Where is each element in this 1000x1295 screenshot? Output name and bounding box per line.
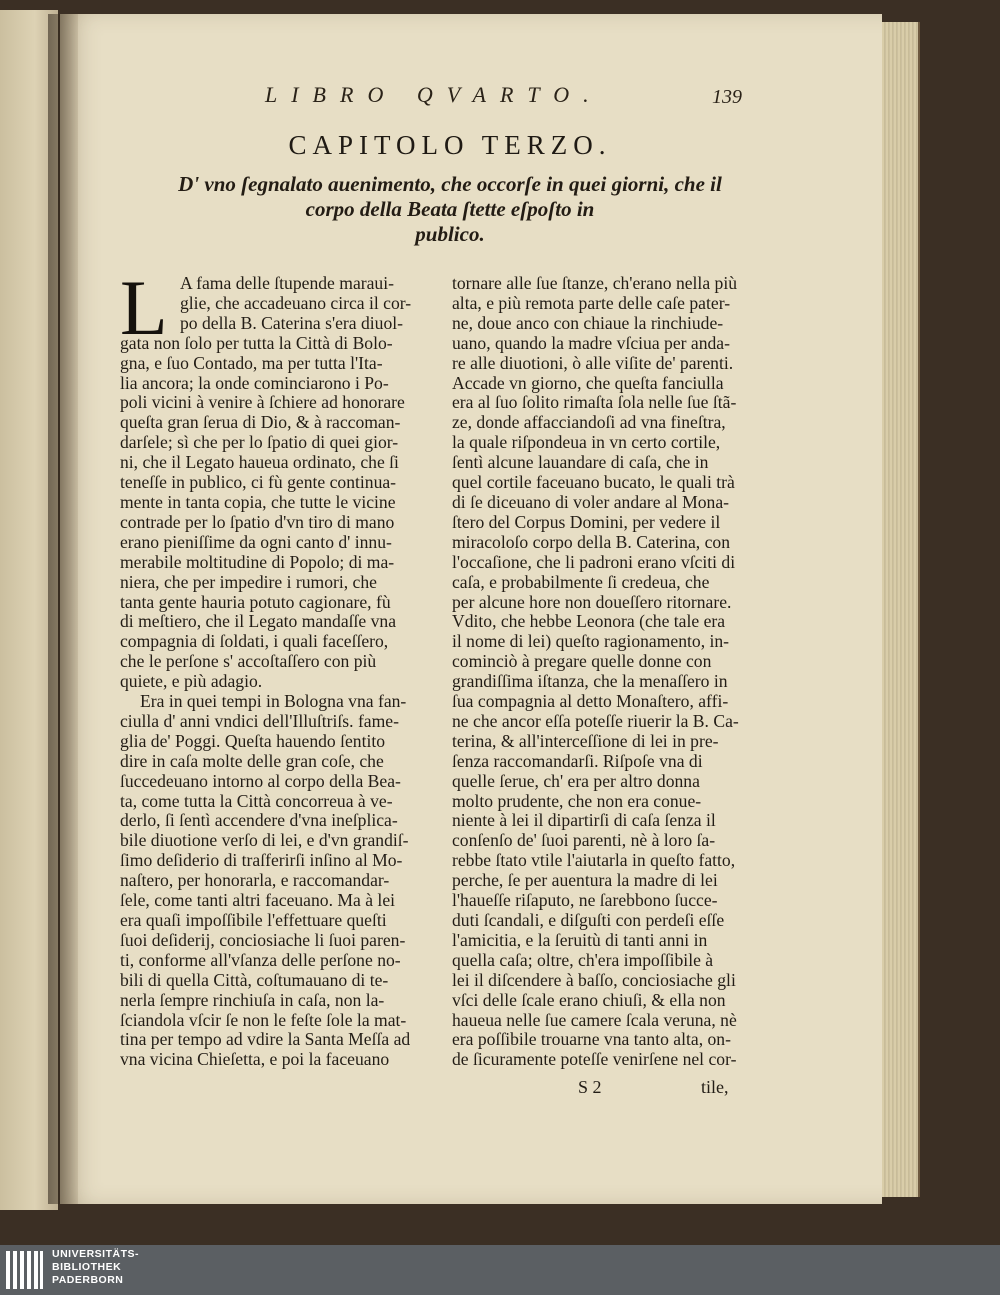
subtitle-line: corpo della Beata ſtette eſpoſto in [305,197,595,221]
text-line: gata non ſolo per tutta la Città di Bolo- [120,332,393,353]
text-line: po della B. Caterina s'era diuol- [180,312,404,333]
text-line: Vdito, che hebbe Leonora (che tale era [452,611,726,632]
text-line: compagnia di ſoldati, i quali faceſſero, [120,631,389,652]
text-line: teneſſe in publico, ci fù gente continua- [120,472,397,493]
text-line: ti, conforme all'vſanza delle perſone no- [120,949,401,970]
text-line: perche, ſe per auentura la madre di lei [452,870,718,891]
library-footer-bar [0,1245,1000,1295]
text-line: ze, donde affacciandoſi ad vna fineſtra, [452,412,726,433]
text-line: duti ſcandali, e diſguſti con perdeſi eſſe [452,910,725,930]
drop-cap: L [120,264,168,351]
library-name-line: PADERBORN [52,1274,124,1286]
text-line: uano, quando la madre vſciua per anda- [452,332,730,353]
text-line: ſtero del Corpus Domini, per vedere il [452,511,721,532]
text-line: tina per tempo ad vdire la Santa Meſſa ad [120,1029,411,1050]
text-line: gna, e ſuo Contado, ma per tutta l'Ita- [120,352,383,373]
text-line: l'haueſſe riſaputo, ne ſarebbono ſucce- [452,890,718,911]
page-number: 139 [712,86,742,108]
subtitle-line: publico. [415,222,485,246]
text-line: lei il diſcendere à baſſo, conciosiache gli [452,969,736,990]
library-name-line: UNIVERSITÄTS- [52,1248,140,1260]
text-line: quiete, e più adagio. [120,671,263,692]
text-line: quella caſa; oltre, ch'era impoſſibile à [452,949,714,970]
text-line: darſele; sì che per lo ſpatio di quei gior- [120,432,399,453]
text-line: glie, che accadeuano circa il cor- [180,292,412,313]
text-line: era al ſuo ſolito rimaſta ſola nelle ſue ſtã- [452,392,737,413]
text-line: glia de' Poggi. Queſta hauendo ſentito [120,730,386,751]
text-line: merabile moltitudine di Popolo; di ma- [120,551,395,572]
text-line: ni, che il Legato haueua ordinato, che ſi [120,452,399,473]
text-line: ta, come tutta la Città concorreua à ve- [120,790,393,811]
text-line: naſtero, per honorarla, e raccomandar- [120,870,390,891]
text-line: dire in caſa molte delle gran coſe, che [120,750,384,771]
text-line: vna vicina Chieſetta, e poi la faceuano [120,1049,390,1070]
text-line: quelle ſerue, ch' era per altro donna [452,770,700,791]
text-line: era poſſibile trouarne vna tanto alta, on- [452,1029,731,1050]
text-line: Era in quei tempi in Bologna vna fan- [140,691,407,712]
text-line: ſentì alcune lauandare di caſa, che in [452,452,709,473]
text-line: tanta gente hauria potuto cagionare, fù [120,591,391,612]
text-line: ſimo deſiderio di traſferirſi inſino al Mo- [120,850,403,871]
text-line: ne, doue anco con chiaue la rinchiude- [452,312,724,333]
text-line: quel cortile faceuano bucato, le quali trà [452,472,735,493]
text-line: niera, che per impedire i rumori, che [120,571,377,592]
text-line: grandiſſima iſtanza, che la menaſſero in [452,671,728,692]
text-line: contrade per lo ſpatio d'vn tiro di mano [120,511,395,532]
running-head: LIBRO QVARTO. [265,82,603,107]
text-column-left [120,264,432,1070]
text-line: conſenſo de' ſuoi parenti, nè à loro ſa- [452,830,716,851]
text-line: ſuoi deſiderij, conciosiache li ſuoi paren- [120,929,406,950]
text-line: mente in tanta copia, che tutte le vicine [120,491,396,512]
subtitle-line: D' vno ſegnalato auenimento, che occorſe in quei giorni, che il [178,172,722,196]
text-line: queſta gran ſerua di Dio, & à raccoman- [120,412,401,433]
text-line: de ſicuramente poteſſe venirſene nel cor- [452,1049,737,1070]
text-line: caſa, e probabilmente ſi credeua, che [452,571,710,592]
text-line: molto prudente, che non era conue- [452,790,702,811]
text-line: tornare alle ſue ſtanze, ch'erano nella più [452,273,738,293]
text-line: ſciandola vſcir ſe non le feſte ſole la mat- [120,1009,407,1030]
text-line: era quaſi impoſſibile l'effettuare queſti [120,910,387,930]
text-line: il nome di lei) queſto ragionamento, in- [452,631,730,652]
chapter-title: CAPITOLO TERZO. [288,130,612,160]
text-line: ciulla d' anni vndici dell'Illuſtriſs. fame- [120,710,399,731]
text-line: bili di quella Città, coſtumauano di te- [120,969,389,990]
text-line: la quale riſpondeua in vn certo cortile, [452,432,721,453]
catchword: tile, [701,1077,729,1097]
text-line: derlo, ſi ſentì accendere d'vna ineſplica- [120,810,398,831]
text-line: erano pieniſſime da ogni canto d' innu- [120,531,392,552]
signature-mark: S 2 [578,1077,602,1097]
text-line: terina, & all'interceſſione di lei in pre- [452,730,719,751]
text-line: l'amicitia, e la ſeruitù di tanti anni in [452,929,708,950]
library-logo-icon [6,1249,44,1291]
chapter-subtitle [130,172,770,247]
text-column-right [452,274,764,1070]
text-line: re alle diuotioni, ò alle viſite de' parenti. [452,352,734,373]
text-line: haueua nelle ſue camere ſcala veruna, nè [452,1009,737,1030]
text-line: A fama delle ſtupende marauі- [180,273,394,293]
text-line: Accade vn giorno, che queſta fanciulla [452,372,724,393]
text-line: ſuccedeuano intorno al corpo della Bea- [120,770,401,791]
text-line: ne che ancor eſſa poteſſe riuerir la B. Ca- [452,710,739,731]
page-gutter [48,14,78,1204]
text-line: di ſe diceuano di voler andare al Mona- [452,491,729,512]
library-name [52,1248,139,1287]
text-line: vſci delle ſcale erano chiuſi, & ella non [452,989,726,1010]
page-block-edges [882,22,920,1197]
library-name-line: BIBLIOTHEK [52,1261,122,1273]
text-line: di meſtiero, che il Legato mandaſſe vna [120,611,397,632]
text-line: ſua compagnia al detto Monaſtero, affi- [452,691,729,712]
text-line: rebbe ſtato vtile l'aiutarla in queſto fatto, [452,850,736,871]
text-line: alta, e più remota parte delle caſe pater- [452,292,731,313]
text-line: niente à lei il dipartirſi di caſa ſenza il [452,810,716,831]
text-line: bile diuotione verſo di lei, e d'vn grandiſ- [120,830,409,851]
text-line: che le perſone s' accoſtaſſero con più [120,651,377,672]
text-line: ſenza raccomandarſi. Riſpoſe vna di [452,750,703,771]
text-line: per alcune hore non doueſſero ritornare. [452,591,732,612]
text-line: cominciò à pregare quelle donne con [452,651,712,672]
text-line: ſele, come tanti altri faceuano. Ma à lei [120,890,396,911]
text-line: lia ancora; la onde cominciarono i Po- [120,372,389,393]
text-line: poli vicini à venire à ſchiere ad honorare [120,392,405,413]
text-line: miracoloſo corpo della B. Caterina, con [452,531,730,552]
text-line: nerla ſempre rinchiuſa in caſa, non la- [120,989,385,1010]
text-line: l'occaſione, che li padroni erano vſciti di [452,551,736,572]
